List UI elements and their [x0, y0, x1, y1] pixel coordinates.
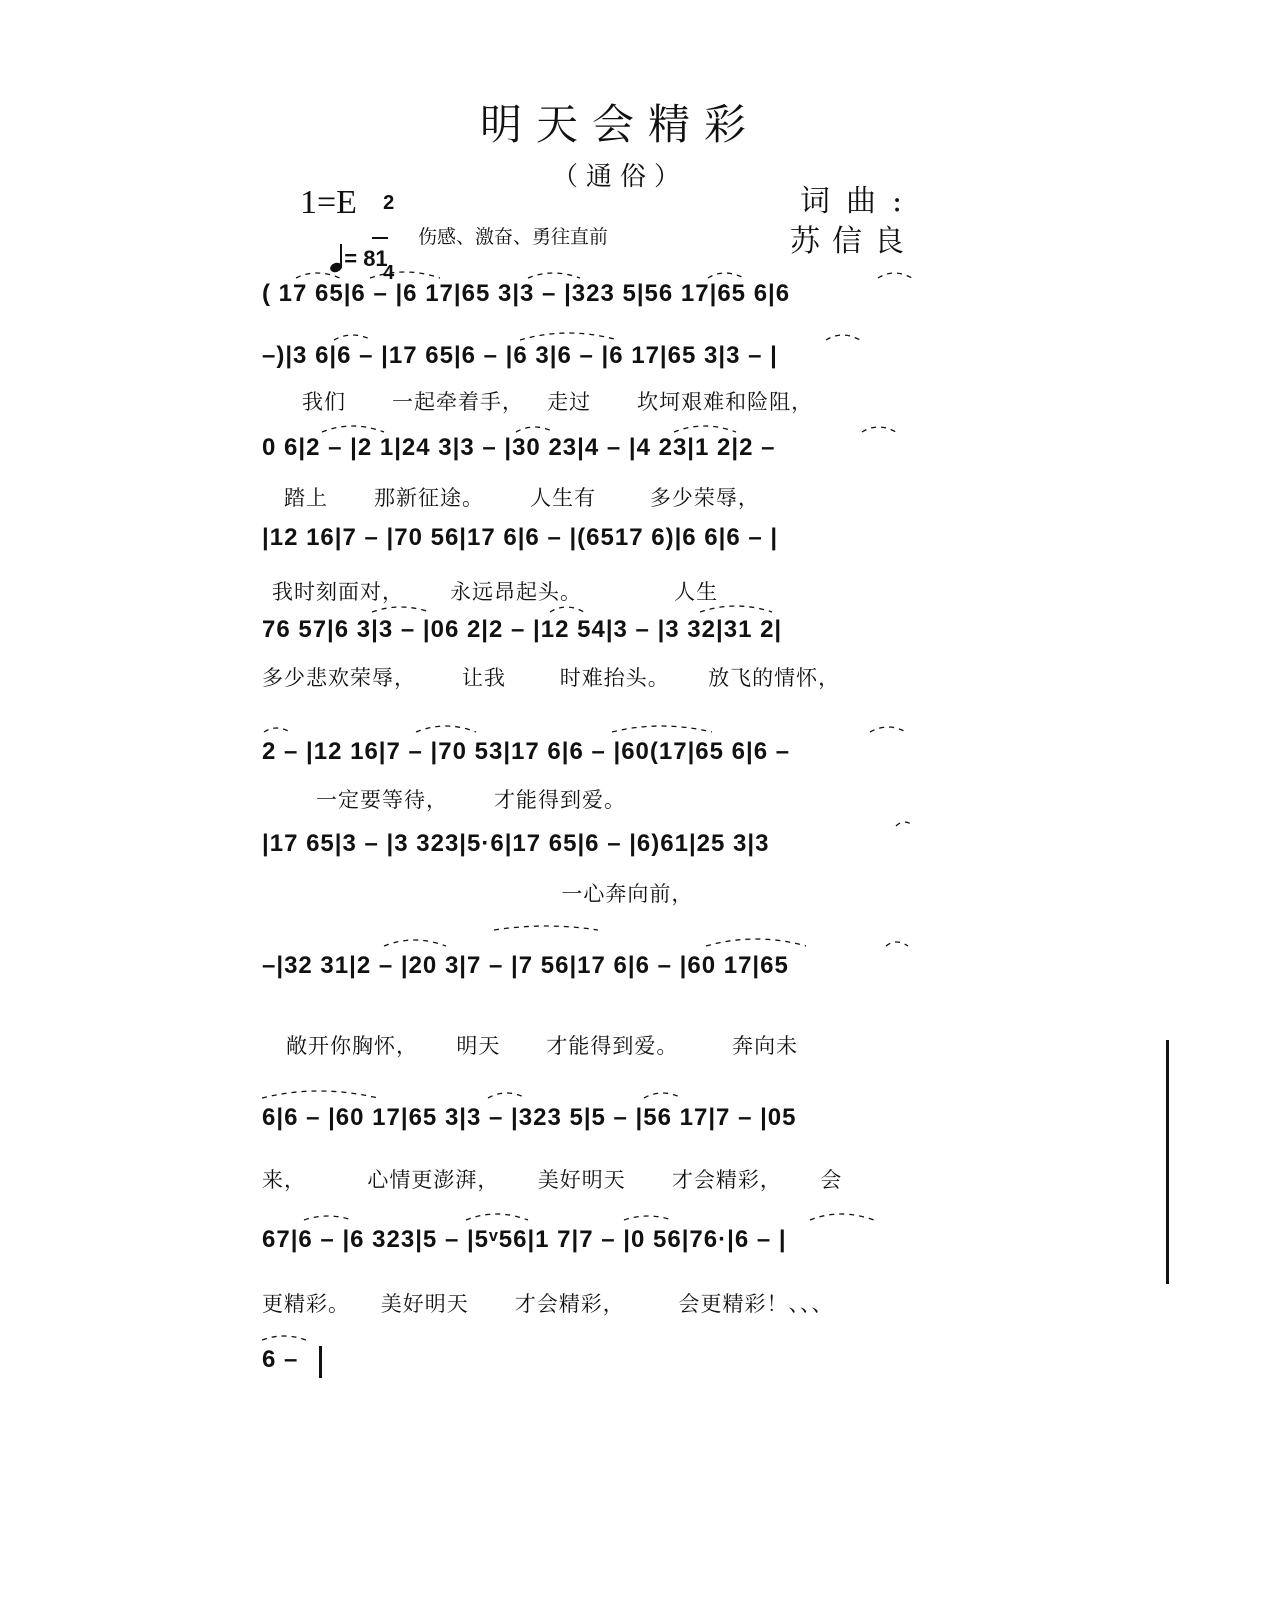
slur-mark — [644, 1093, 682, 1098]
slur-mark — [810, 1214, 874, 1220]
lyric-line: 多少悲欢荣辱， 让我 时难抬头。 放飞的情怀， — [262, 666, 841, 690]
notation-line: –)|3 6|6 – |17 65|6 – |6 3|6 – |6 17|65 3|3 – | — [262, 342, 778, 369]
lyric-line: 一定要等待， 才能得到爱。 — [316, 788, 627, 812]
slur-mark — [488, 1093, 526, 1098]
slur-mark — [862, 427, 896, 432]
slur-mark — [322, 426, 384, 432]
slur-mark — [520, 333, 618, 340]
notation-line: |12 16|7 – |70 56|17 6|6 – |(6517 6)|6 6|6 – | — [262, 524, 779, 551]
slur-mark — [296, 273, 340, 278]
song-title: 明天会精彩 — [479, 100, 760, 149]
time-signature-top: 2 — [383, 192, 395, 214]
slur-mark — [706, 939, 806, 946]
time-signature-bottom: 4 — [383, 262, 395, 284]
lyric-line: 踏上 那新征途。 人生有 多少荣辱， — [284, 486, 760, 510]
lyric-line: 我时刻面对， 永远昂起头。 人生 — [272, 580, 719, 604]
slur-mark — [516, 427, 554, 432]
slur-mark — [370, 272, 440, 278]
slur-mark — [264, 728, 290, 732]
slur-mark — [372, 607, 430, 612]
notation-line: 76 57|6 3|3 – |06 2|2 – |12 54|3 – |3 32|31 2| — [262, 616, 783, 643]
song-subtitle: （通俗） — [551, 162, 688, 192]
slur-mark — [878, 273, 912, 278]
slur-mark — [466, 1214, 528, 1220]
slur-mark — [708, 273, 744, 278]
slur-mark — [886, 942, 908, 946]
slur-mark — [674, 426, 736, 432]
slur-mark — [550, 607, 584, 612]
notation-line: 67|6 – |6 323|5 – |5ᵛ56|1 7|7 – |0 56|76·|6 – | — [262, 1226, 787, 1253]
mood-text: 伤感、激奋、勇往直前 — [418, 226, 609, 248]
lyric-line: 一心奔向前， — [262, 882, 694, 906]
slur-mark — [624, 1216, 672, 1220]
author-name: 苏信良 — [790, 224, 916, 259]
slur-mark — [896, 822, 914, 826]
notation-line: –|32 31|2 – |20 3|7 – |7 56|17 6|6 – |60 17|65 — [262, 952, 789, 979]
slur-mark — [700, 606, 772, 612]
lyric-line: 我们 一起牵着手， 走过 坎坷艰难和险阻， — [302, 390, 814, 414]
author-label: 词曲: — [800, 184, 919, 219]
slur-mark — [826, 335, 860, 340]
notation-line: 6 – — [262, 1346, 299, 1373]
slur-mark — [416, 726, 476, 732]
slur-mark — [528, 273, 580, 278]
notation-line: 2 – |12 16|7 – |70 53|17 6|6 – |60(17|65 6|6 – — [262, 738, 791, 765]
slur-mark — [262, 1091, 378, 1098]
slur-mark — [494, 926, 598, 930]
notation-line: 6|6 – |60 17|65 3|3 – |323 5|5 – |56 17|7 – |05 — [262, 1104, 797, 1131]
slur-mark — [384, 940, 446, 946]
slur-mark — [304, 1216, 352, 1220]
slur-mark — [262, 1336, 306, 1340]
notation-line: ( 17 65|6 – |6 17|65 3|3 – |323 5|56 17|65 6|6 — [262, 280, 791, 307]
slur-mark — [334, 335, 372, 340]
slur-mark — [612, 726, 712, 732]
lyric-line: 来， 心情更澎湃， 美好明天 才会精彩， 会 — [262, 1168, 843, 1192]
lyric-line: 敞开你胸怀， 明天 才能得到爱。 奔向未 — [286, 1034, 799, 1058]
slur-mark — [870, 727, 906, 732]
notation-line: |17 65|3 – |3 323|5·6|17 65|6 – |6)61|25 3|3 — [262, 830, 770, 857]
notation-line: 0 6|2 – |2 1|24 3|3 – |30 23|4 – |4 23|1 2|2 – — [262, 434, 776, 461]
tempo-value: = 81 — [344, 246, 388, 271]
lyric-line: 更精彩。 美好明天 才会精彩， 会更精彩！、、、 — [262, 1292, 834, 1316]
key-signature: 1=E — [300, 184, 357, 221]
